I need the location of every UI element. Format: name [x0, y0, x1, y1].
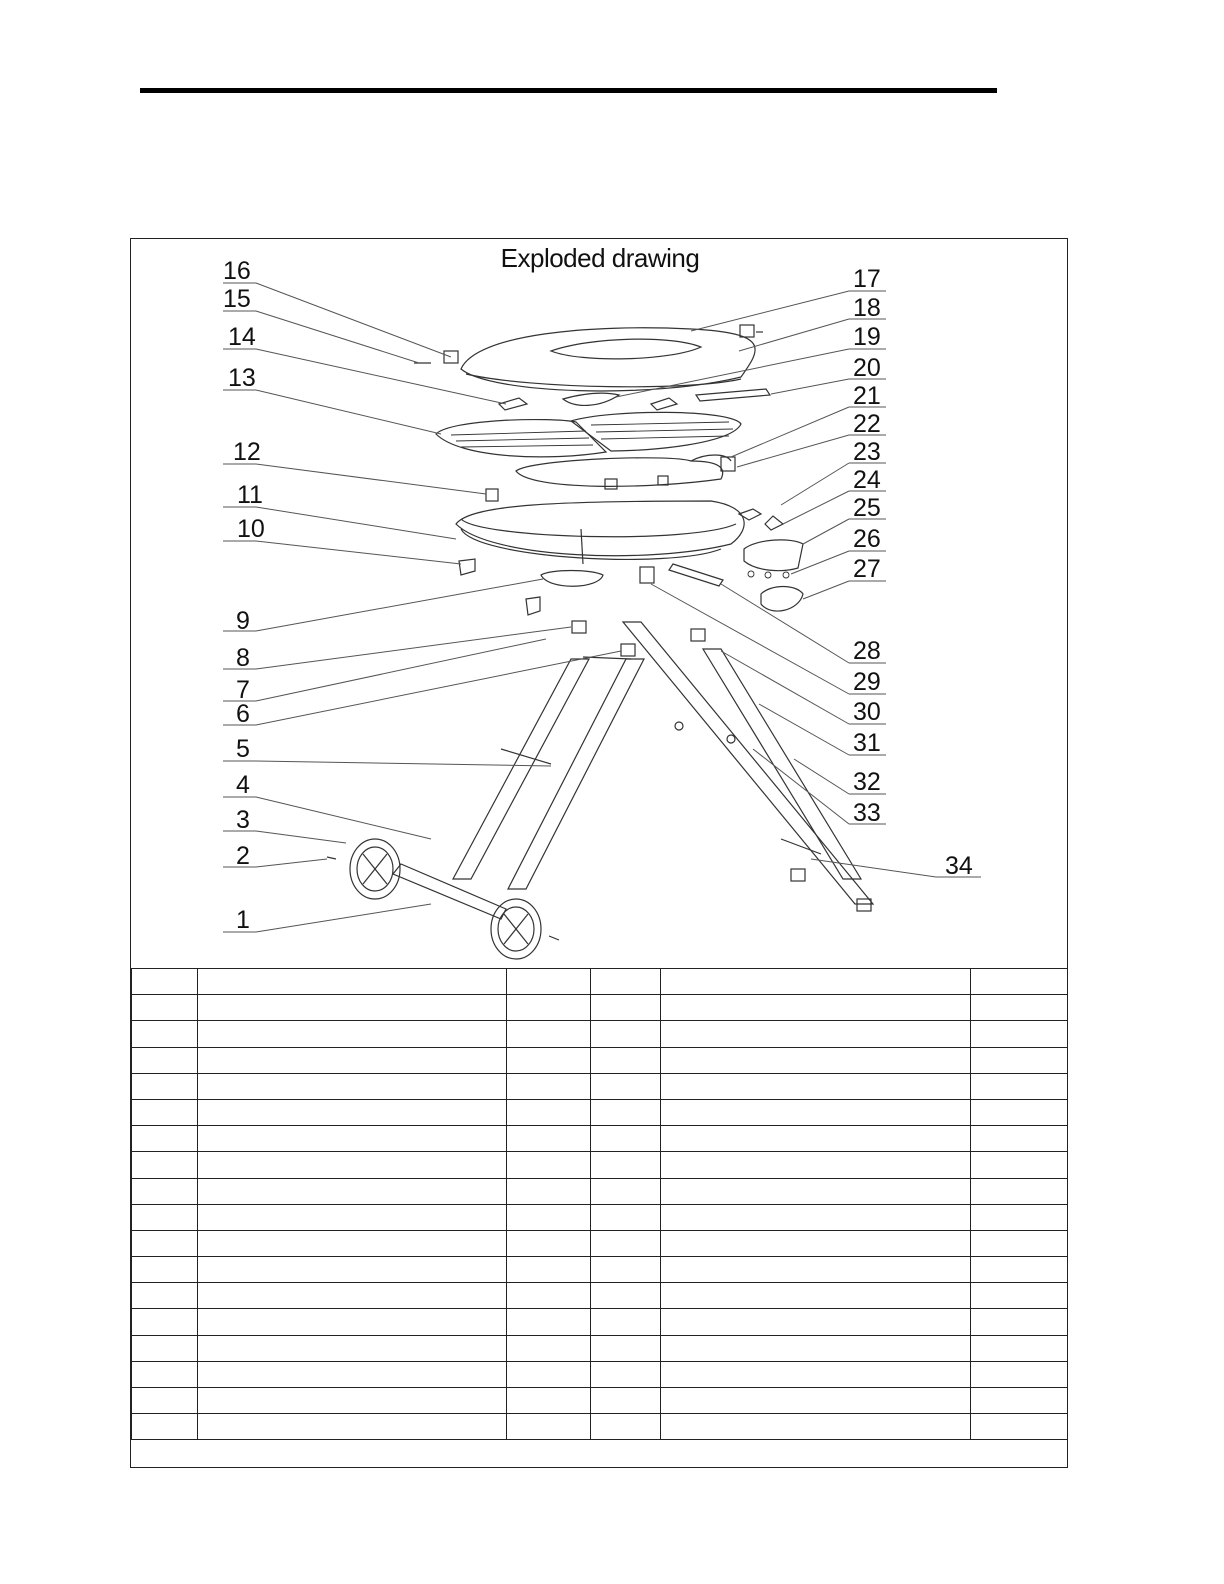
callout-27: 27 — [853, 555, 881, 583]
table-cell-no — [591, 1388, 661, 1414]
table-cell-qty — [507, 1073, 591, 1099]
table-cell-qty — [971, 1099, 1068, 1125]
table-cell-no — [132, 1073, 198, 1099]
table-row — [132, 1073, 1068, 1099]
table-cell-description — [198, 969, 507, 995]
table-cell-description — [661, 1073, 971, 1099]
wheel-right — [491, 899, 541, 959]
table-cell-description — [198, 1099, 507, 1125]
table-cell-description — [661, 1388, 971, 1414]
table-row — [132, 1152, 1068, 1178]
table-cell-no — [591, 1414, 661, 1440]
callout-13: 13 — [228, 364, 256, 392]
table-cell-no — [591, 1178, 661, 1204]
table-cell-qty — [507, 1361, 591, 1387]
rear-leg — [623, 622, 873, 904]
table-row — [132, 1309, 1068, 1335]
table-cell-no — [132, 1361, 198, 1387]
callout-21: 21 — [853, 382, 881, 410]
table-row — [132, 1335, 1068, 1361]
table-cell-qty — [971, 1204, 1068, 1230]
table-cell-description — [661, 1021, 971, 1047]
table-cell-qty — [507, 1152, 591, 1178]
callout-5: 5 — [236, 735, 250, 763]
table-cell-no — [132, 1178, 198, 1204]
callout-31: 31 — [853, 729, 881, 757]
wheel-left — [350, 839, 400, 899]
table-cell-qty — [971, 1230, 1068, 1256]
table-cell-qty — [971, 1073, 1068, 1099]
table-cell-no — [591, 1283, 661, 1309]
table-cell-qty — [971, 1414, 1068, 1440]
table-cell-no — [591, 1361, 661, 1387]
callout-24: 24 — [853, 466, 881, 494]
table-cell-description — [198, 1335, 507, 1361]
table-cell-no — [591, 995, 661, 1021]
table-cell-qty — [507, 995, 591, 1021]
callout-23: 23 — [853, 438, 881, 466]
table-cell-qty — [507, 1230, 591, 1256]
table-cell-no — [591, 1204, 661, 1230]
table-cell-description — [661, 995, 971, 1021]
table-cell-no — [132, 1021, 198, 1047]
table-cell-qty — [507, 969, 591, 995]
callout-3: 3 — [236, 806, 250, 834]
table-cell-description — [661, 1283, 971, 1309]
table-cell-qty — [971, 1152, 1068, 1178]
table-row — [132, 1257, 1068, 1283]
table-cell-qty — [971, 1388, 1068, 1414]
callout-12: 12 — [233, 438, 261, 466]
axle — [393, 864, 506, 919]
callout-29: 29 — [853, 668, 881, 696]
table-row — [132, 1047, 1068, 1073]
table-cell-description — [661, 1257, 971, 1283]
table-cell-qty — [971, 1257, 1068, 1283]
table-cell-description — [198, 1283, 507, 1309]
table-cell-description — [198, 1309, 507, 1335]
table-row — [132, 1204, 1068, 1230]
table-cell-description — [661, 969, 971, 995]
callout-19: 19 — [853, 323, 881, 351]
table-row — [132, 1283, 1068, 1309]
table-cell-no — [591, 969, 661, 995]
callout-15: 15 — [223, 285, 251, 313]
table-cell-description — [198, 1388, 507, 1414]
table-cell-no — [132, 1099, 198, 1125]
table-cell-qty — [971, 1309, 1068, 1335]
table-cell-no — [132, 1230, 198, 1256]
table-cell-description — [198, 1152, 507, 1178]
table-cell-no — [591, 1230, 661, 1256]
callout-2: 2 — [236, 842, 250, 870]
callout-18: 18 — [853, 294, 881, 322]
rear-leg-2 — [703, 649, 861, 879]
table-cell-description — [198, 1073, 507, 1099]
table-cell-no — [132, 1309, 198, 1335]
table-cell-description — [198, 1126, 507, 1152]
table-cell-description — [198, 1178, 507, 1204]
drawing-title: Exploded drawing — [500, 243, 700, 273]
table-cell-no — [132, 1047, 198, 1073]
table-cell-description — [198, 1204, 507, 1230]
table-cell-qty — [507, 1204, 591, 1230]
table-cell-no — [591, 1073, 661, 1099]
table-row — [132, 1414, 1068, 1440]
top-rule — [140, 88, 997, 93]
table-cell-description — [198, 1361, 507, 1387]
callout-25: 25 — [853, 494, 881, 522]
table-cell-no — [132, 1126, 198, 1152]
table-cell-description — [661, 1099, 971, 1125]
callout-32: 32 — [853, 768, 881, 796]
table-cell-no — [132, 1388, 198, 1414]
callout-11: 11 — [237, 481, 263, 509]
table-cell-description — [661, 1178, 971, 1204]
table-cell-description — [661, 1414, 971, 1440]
table-cell-no — [591, 1309, 661, 1335]
table-row — [132, 1099, 1068, 1125]
callout-16: 16 — [223, 257, 251, 285]
exploded-drawing-frame — [130, 238, 1068, 1468]
table-cell-qty — [971, 969, 1068, 995]
table-cell-description — [198, 1047, 507, 1073]
callout-22: 22 — [853, 410, 881, 438]
table-cell-qty — [971, 995, 1068, 1021]
table-cell-description — [661, 1361, 971, 1387]
callout-6: 6 — [236, 700, 250, 728]
callout-7: 7 — [236, 676, 250, 704]
table-cell-description — [661, 1204, 971, 1230]
table-cell-no — [132, 1283, 198, 1309]
table-cell-description — [198, 1257, 507, 1283]
table-cell-no — [591, 1257, 661, 1283]
table-row — [132, 1126, 1068, 1152]
table-cell-no — [132, 1335, 198, 1361]
table-cell-no — [132, 1152, 198, 1178]
table-row — [132, 1361, 1068, 1387]
table-cell-no — [591, 1099, 661, 1125]
table-cell-no — [132, 1257, 198, 1283]
table-cell-qty — [971, 1178, 1068, 1204]
table-row — [132, 1230, 1068, 1256]
table-cell-no — [132, 969, 198, 995]
table-cell-no — [132, 1414, 198, 1440]
table-cell-qty — [971, 1283, 1068, 1309]
callout-28: 28 — [853, 637, 881, 665]
table-cell-qty — [971, 1047, 1068, 1073]
table-cell-qty — [971, 1361, 1068, 1387]
table-cell-description — [198, 1414, 507, 1440]
table-cell-no — [132, 995, 198, 1021]
table-cell-qty — [507, 1414, 591, 1440]
callout-30: 30 — [853, 698, 881, 726]
table-cell-no — [591, 1152, 661, 1178]
table-row — [132, 1021, 1068, 1047]
table-cell-description — [661, 1152, 971, 1178]
callout-4: 4 — [236, 771, 250, 799]
table-cell-description — [661, 1230, 971, 1256]
table-cell-description — [198, 995, 507, 1021]
parts-table-body — [132, 969, 1068, 1440]
table-row — [132, 969, 1068, 995]
table-cell-qty — [507, 1099, 591, 1125]
callout-1: 1 — [236, 906, 250, 934]
table-cell-qty — [507, 1021, 591, 1047]
table-row — [132, 1178, 1068, 1204]
table-cell-no — [591, 1335, 661, 1361]
table-cell-description — [661, 1335, 971, 1361]
callout-33: 33 — [853, 799, 881, 827]
table-cell-qty — [971, 1335, 1068, 1361]
callout-20: 20 — [853, 354, 881, 382]
callout-14: 14 — [228, 323, 256, 351]
table-cell-no — [591, 1021, 661, 1047]
exploded-drawing — [131, 239, 1069, 968]
table-row — [132, 995, 1068, 1021]
table-cell-description — [198, 1230, 507, 1256]
front-leg-2 — [508, 659, 644, 889]
table-cell-qty — [507, 1257, 591, 1283]
table-cell-no — [132, 1204, 198, 1230]
table-cell-qty — [507, 1283, 591, 1309]
table-row — [132, 1388, 1068, 1414]
table-cell-description — [661, 1047, 971, 1073]
table-cell-qty — [507, 1047, 591, 1073]
table-cell-qty — [971, 1021, 1068, 1047]
callout-17: 17 — [853, 265, 881, 293]
table-cell-no — [591, 1047, 661, 1073]
table-cell-qty — [507, 1126, 591, 1152]
table-cell-description — [661, 1309, 971, 1335]
callout-10: 10 — [237, 515, 265, 543]
callout-26: 26 — [853, 525, 881, 553]
callout-9: 9 — [236, 607, 250, 635]
parts-table — [131, 968, 1068, 1440]
table-cell-qty — [507, 1178, 591, 1204]
table-cell-description — [198, 1021, 507, 1047]
front-leg — [453, 659, 589, 879]
callout-34: 34 — [945, 852, 973, 880]
table-cell-qty — [507, 1335, 591, 1361]
table-cell-no — [591, 1126, 661, 1152]
table-cell-qty — [507, 1388, 591, 1414]
table-cell-description — [661, 1126, 971, 1152]
table-cell-qty — [507, 1309, 591, 1335]
table-cell-qty — [971, 1126, 1068, 1152]
callout-8: 8 — [236, 644, 250, 672]
